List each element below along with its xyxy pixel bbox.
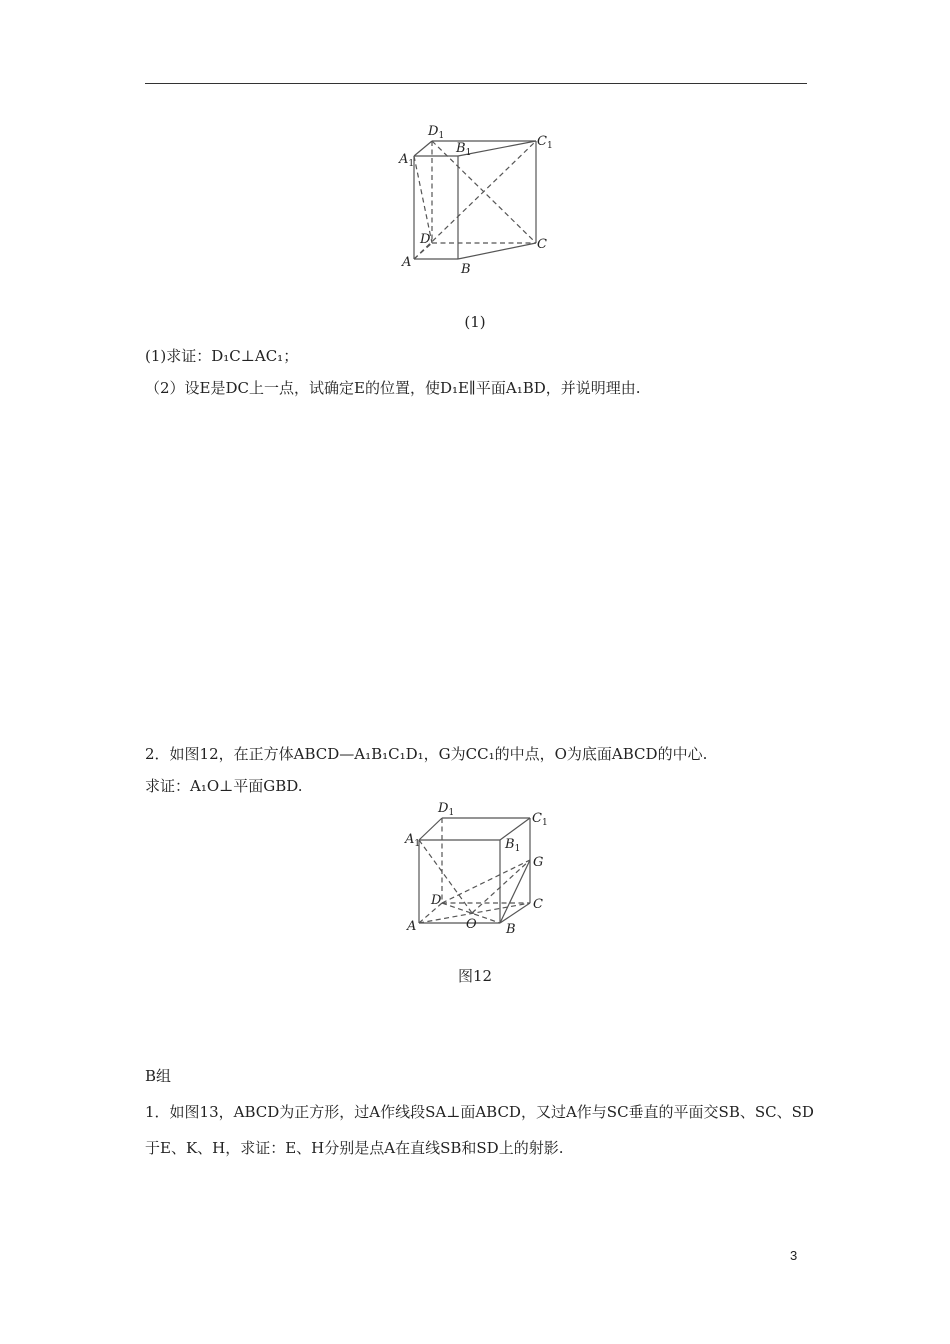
label-a: A [402, 255, 412, 270]
header-rule [145, 83, 807, 84]
group-b-problem-1-line-2: 于E、K、H，求证：E、H分别是点A在直线SB和SD上的射影. [145, 1139, 564, 1157]
label-b1: $B_1$ [456, 141, 472, 158]
label-a: A [407, 919, 417, 934]
problem-2-statement: 2．如图12，在正方体ABCD—A₁B₁C₁D₁，G为CC₁的中点，O为底面ABCD的中心. [145, 745, 708, 763]
label-b1: $B_1$ [505, 837, 521, 854]
label-a1: $A_1$ [405, 832, 421, 849]
label-b: B [506, 922, 516, 937]
group-b-problem-1-line-1: 1．如图13，ABCD为正方形，过A作线段SA⊥面ABCD，又过A作与SC垂直的平面交SB、SC、SD [145, 1103, 814, 1121]
label-d1: $D_1$ [438, 801, 455, 818]
label-a1: $A_1$ [399, 152, 415, 169]
label-d: D [431, 893, 442, 908]
diag-a1-d [414, 156, 432, 243]
group-b-heading: B组 [145, 1067, 172, 1085]
label-b: B [461, 262, 471, 277]
label-c1: $C_1$ [537, 134, 553, 151]
label-c: C [537, 237, 547, 252]
figure-12-caption: 图12 [457, 967, 493, 985]
problem-1-part-1: (1)求证：D₁C⊥AC₁； [145, 347, 299, 365]
label-g: G [533, 855, 544, 870]
segment-a1-o [419, 840, 472, 913]
label-c: C [533, 897, 543, 912]
label-d: D [420, 232, 431, 247]
page-number: 3 [790, 1248, 798, 1263]
label-d1: $D_1$ [428, 124, 445, 141]
label-o: O [466, 917, 477, 932]
edge-a1-d1 [414, 141, 432, 156]
edge-a1-d1 [419, 818, 442, 840]
problem-1-part-2: （2）设E是DC上一点，试确定E的位置，使D₁E∥平面A₁BD，并说明理由. [145, 379, 641, 397]
figure-1-cube-diagram [395, 118, 555, 278]
label-c1: $C_1$ [532, 811, 548, 828]
segment-d-g [442, 860, 530, 903]
figure-1-caption: (1) [464, 313, 486, 331]
figure-12-cube-diagram [402, 800, 557, 940]
edge-b-c [458, 243, 536, 259]
problem-2-prove: 求证：A₁O⊥平面GBD. [145, 777, 303, 795]
